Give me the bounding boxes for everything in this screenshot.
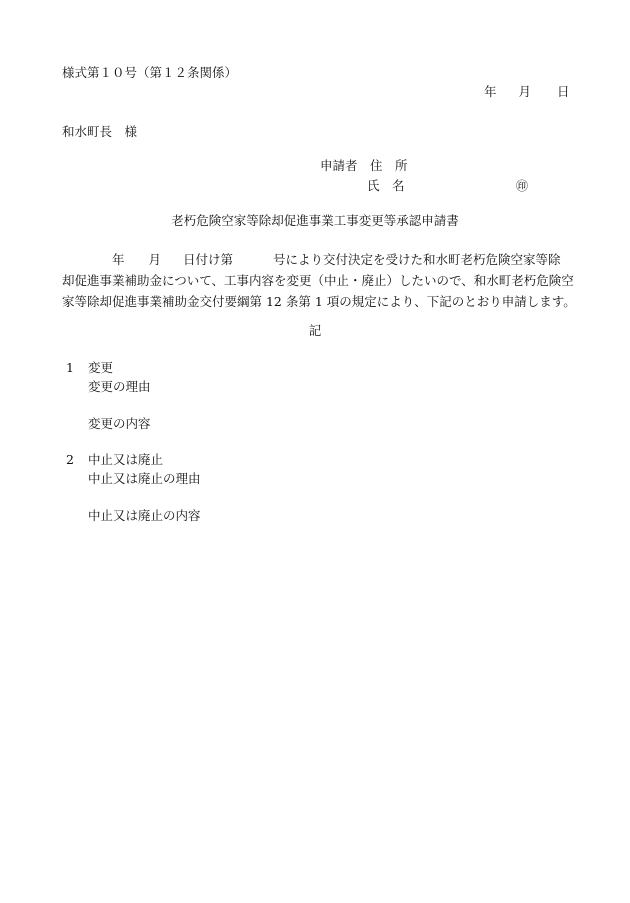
form-number: 様式第１０号（第１２条関係） xyxy=(62,65,238,80)
applicant-name-label: 氏 名 xyxy=(367,178,405,193)
body-line-1-rest: 号により交付決定を受けた和水町老朽危険空家等除 xyxy=(273,252,561,267)
date-year-label: 年 xyxy=(484,84,497,99)
body-paragraph xyxy=(62,249,582,312)
body-month: 月 xyxy=(148,252,162,267)
section-1-number: 1 xyxy=(66,360,74,375)
date-line xyxy=(484,86,570,99)
section-1-item-reason: 変更の理由 xyxy=(88,379,151,394)
body-line-3: 家等除却促進事業補助金交付要綱第 12 条第 1 項の規定により、下記のとおり申請します。 xyxy=(62,294,576,309)
body-line-1 xyxy=(62,249,582,270)
body-year: 年 xyxy=(112,252,125,267)
seal-mark: ㊞ xyxy=(516,179,529,193)
date-day-label: 日 xyxy=(557,84,570,99)
addressee: 和水町長 様 xyxy=(62,124,138,139)
body-dated-no: 日付け第 xyxy=(183,252,234,267)
date-month-label: 月 xyxy=(518,84,532,99)
section-2-heading: 中止又は廃止 xyxy=(88,452,164,467)
section-1-item-content: 変更の内容 xyxy=(88,416,151,431)
document-title: 老朽危険空家等除却促進事業工事変更等承認申請書 xyxy=(171,213,459,228)
section-1-heading: 変更 xyxy=(88,360,114,375)
section-2-item-reason: 中止又は廃止の理由 xyxy=(88,471,201,486)
section-2-item-content: 中止又は廃止の内容 xyxy=(88,508,201,523)
body-line-2: 却促進事業補助金について、工事内容を変更（中止・廃止）したいので、和水町老朽危険空 xyxy=(62,273,574,288)
applicant-address-label: 申請者 住 所 xyxy=(320,158,408,173)
section-2-number: 2 xyxy=(66,452,74,467)
ki-heading: 記 xyxy=(308,323,322,338)
